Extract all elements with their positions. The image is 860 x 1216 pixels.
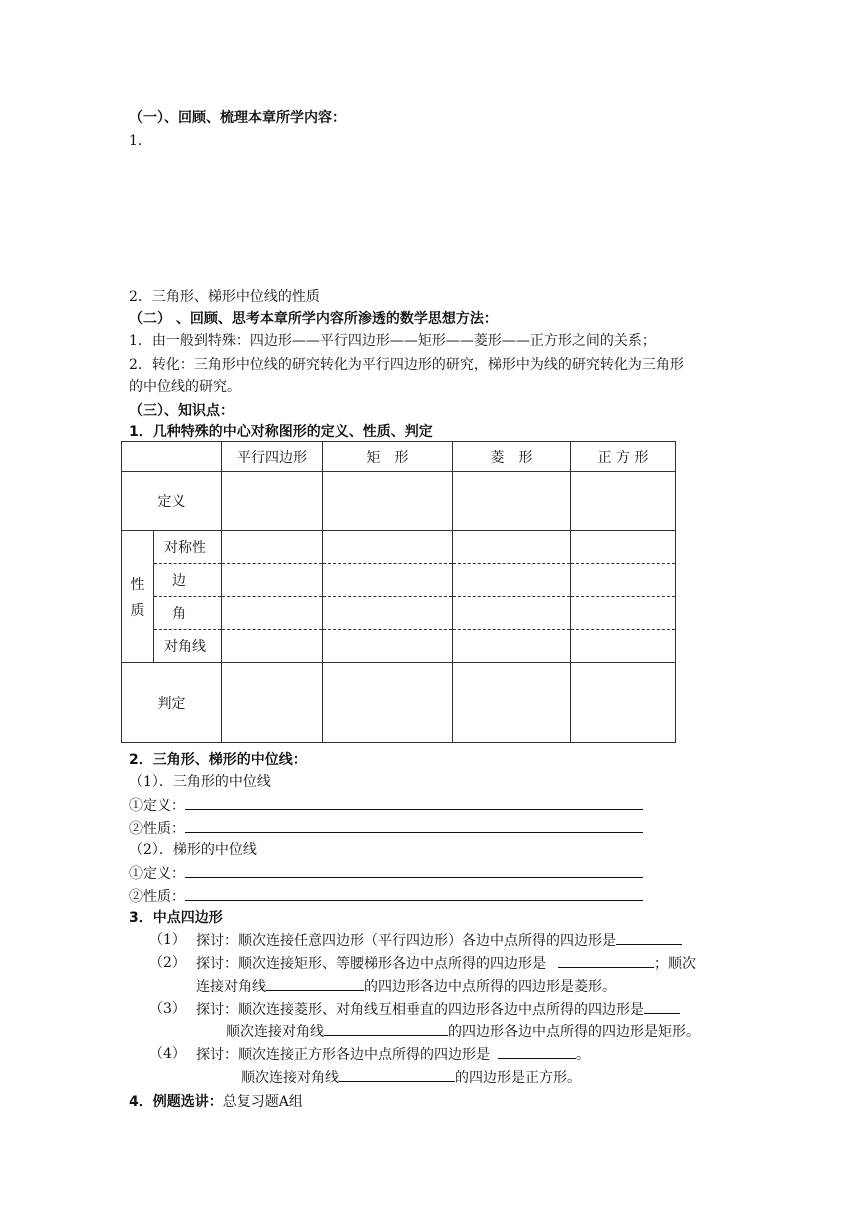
point2-sub2: （2）．梯形的中位线 — [129, 842, 257, 858]
point2-prop1-blank[interactable] — [185, 818, 643, 833]
table-cell — [453, 564, 571, 597]
table-row-definition-label: 定义 — [122, 472, 222, 531]
table-row-side-label: 边 — [154, 564, 222, 597]
q4-number: （4） — [149, 1046, 186, 1062]
point3-title: 3．中点四边形 — [129, 910, 223, 926]
q4-row — [196, 1044, 590, 1065]
q2-line2-a: 连接对角线 — [196, 979, 266, 995]
q4-line2-a: 顺次连接对角线 — [241, 1070, 339, 1086]
table-cell — [222, 597, 323, 630]
table-cell — [222, 472, 323, 531]
table-header-rhombus: 菱 形 — [453, 442, 571, 472]
point2-prop1-label: ②性质： — [129, 821, 185, 837]
table-cell — [571, 597, 676, 630]
q2-text-a: 探讨：顺次连接矩形、等腰梯形各边中点所得的四边形是 — [196, 956, 546, 972]
q4-line2-b: 的四边形是正方形。 — [455, 1070, 581, 1086]
table-cell — [571, 472, 676, 531]
point2-def1-label: ①定义： — [129, 798, 185, 814]
point2-prop2-row — [129, 886, 643, 907]
section2-heading: （二） 、回顾、思考本章所学内容所渗透的数学思想方法： — [129, 311, 498, 327]
table-cell — [222, 531, 323, 564]
table-cell — [222, 564, 323, 597]
section2-item2-line1: 2．转化：三角形中位线的研究转化为平行四边形的研究，梯形中为线的研究转化为三角形 — [129, 357, 684, 373]
table-corner-cell — [122, 442, 222, 472]
table-cell — [323, 564, 453, 597]
point2-title: 2．三角形、梯形的中位线： — [129, 752, 307, 768]
table-cell — [453, 597, 571, 630]
q3-line2-a: 顺次连接对角线 — [226, 1024, 324, 1040]
table-cell — [453, 472, 571, 531]
point2-prop2-blank[interactable] — [185, 886, 643, 901]
q1-row — [196, 930, 682, 951]
q3-number: （3） — [149, 1001, 186, 1017]
knowledge-table — [121, 441, 676, 743]
q1-number: （1） — [149, 932, 186, 948]
q3-row — [196, 999, 680, 1020]
table-cell — [571, 564, 676, 597]
point4-row — [129, 1092, 303, 1112]
table-header-square: 正 方 形 — [571, 442, 676, 472]
point2-prop1-row — [129, 818, 643, 839]
q2-row — [196, 953, 696, 974]
point4-text: 总复习题A组 — [222, 1094, 303, 1110]
q2-row-2 — [196, 976, 616, 997]
table-cell — [323, 597, 453, 630]
table-row-judgement-label: 判定 — [122, 663, 222, 743]
q2-blank-1[interactable] — [558, 953, 654, 968]
point1-title: 1．几种特殊的中心对称图形的定义、性质、判定 — [129, 424, 433, 440]
section3-heading: （三）、知识点： — [129, 403, 234, 419]
table-header-rectangle: 矩 形 — [323, 442, 453, 472]
point2-prop2-label: ②性质： — [129, 889, 185, 905]
table-header-parallelogram: 平行四边形 — [222, 442, 323, 472]
table-cell — [323, 630, 453, 663]
point4-title: 4．例题选讲： — [129, 1094, 223, 1110]
q2-blank-2[interactable] — [266, 976, 364, 991]
table-cell — [323, 472, 453, 531]
q3-row-2 — [226, 1021, 700, 1042]
q2-number: （2） — [149, 955, 186, 971]
q4-text-end: 。 — [576, 1047, 590, 1063]
point2-def2-label: ①定义： — [129, 866, 185, 882]
table-cell — [323, 531, 453, 564]
table-cell — [571, 663, 676, 743]
table-property-group-label — [122, 531, 154, 663]
property-char-1: 性 — [130, 576, 145, 593]
q4-blank-2[interactable] — [339, 1067, 455, 1082]
q3-blank-1[interactable] — [644, 999, 680, 1014]
section2-item1: 1．由一般到特殊：四边形——平行四边形——矩形——菱形——正方形之间的关系； — [129, 333, 656, 349]
table-cell — [323, 663, 453, 743]
table-row-angle-label: 角 — [154, 597, 222, 630]
point2-sub1: （1）．三角形的中位线 — [129, 774, 271, 790]
q3-line2-b: 的四边形各边中点所得的四边形是矩形。 — [448, 1024, 700, 1040]
table-cell — [453, 663, 571, 743]
q1-text: 探讨：顺次连接任意四边形（平行四边形）各边中点所得的四边形是 — [196, 933, 616, 949]
q2-text-b: ；顺次 — [654, 956, 696, 972]
section1-item2: 2．三角形、梯形中位线的性质 — [129, 289, 320, 305]
table-row-symmetry-label: 对称性 — [154, 531, 222, 564]
point2-def1-row — [129, 795, 643, 816]
q3-blank-2[interactable] — [324, 1021, 448, 1036]
table-cell — [571, 531, 676, 564]
table-cell — [571, 630, 676, 663]
property-char-2: 质 — [130, 602, 145, 619]
table-cell — [222, 663, 323, 743]
q4-blank-1[interactable] — [498, 1044, 576, 1059]
table-cell — [453, 630, 571, 663]
q1-blank[interactable] — [616, 930, 682, 945]
q2-line2-b: 的四边形各边中点所得的四边形是菱形。 — [364, 979, 616, 995]
point2-def2-row — [129, 863, 643, 884]
section2-item2-line2: 的中位线的研究。 — [129, 379, 241, 395]
table-cell — [222, 630, 323, 663]
point2-def2-blank[interactable] — [185, 863, 643, 878]
point2-def1-blank[interactable] — [185, 795, 643, 810]
q3-text: 探讨：顺次连接菱形、对角线互相垂直的四边形各边中点所得的四边形是 — [196, 1002, 644, 1018]
table-row-diagonal-label: 对角线 — [154, 630, 222, 663]
q4-row-2 — [241, 1067, 581, 1088]
q4-text: 探讨：顺次连接正方形各边中点所得的四边形是 — [196, 1047, 490, 1063]
section1-heading: （一）、回顾、梳理本章所学内容： — [129, 110, 346, 126]
table-cell — [453, 531, 571, 564]
section1-item1: 1. — [129, 133, 143, 149]
